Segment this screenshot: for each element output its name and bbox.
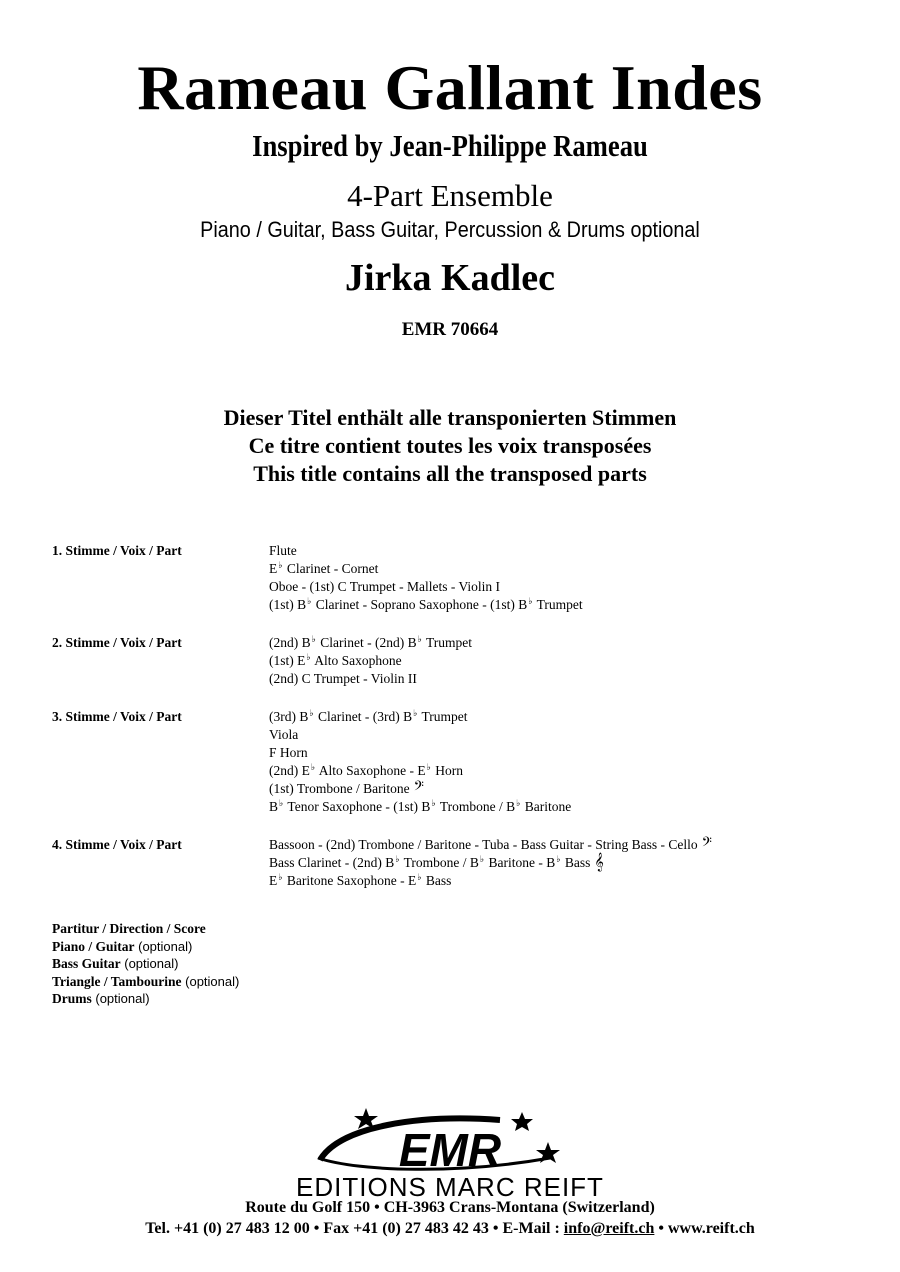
extra-part xyxy=(52,990,239,1008)
ensemble-type: 4-Part Ensemble xyxy=(347,178,553,213)
extra-part xyxy=(52,938,239,956)
instrument-line xyxy=(269,542,872,560)
extra-part xyxy=(52,920,239,938)
instrument-line xyxy=(269,634,872,652)
instrument-text: Trombone / B xyxy=(400,855,479,870)
flat-sign-icon: ♭ xyxy=(556,853,561,864)
flat-sign-icon: ♭ xyxy=(278,871,283,882)
instrument-line xyxy=(269,652,872,670)
publisher-brand: EDITIONS MARC REIFT xyxy=(296,1172,604,1202)
part-label: 2. Stimme / Voix / Part xyxy=(52,635,182,650)
instrument-text: (2nd) C Trumpet - Violin II xyxy=(269,671,417,686)
extra-part-name: Bass Guitar xyxy=(52,956,121,971)
instrument-text: (3rd) B xyxy=(269,709,309,724)
instrument-line xyxy=(269,854,872,872)
flat-sign-icon: ♭ xyxy=(278,559,283,570)
instrument-text: Baritone Saxophone - E xyxy=(283,873,417,888)
flat-sign-icon: ♭ xyxy=(528,595,533,606)
instrument-text: Clarinet - (2nd) B xyxy=(316,635,417,650)
instrument-line xyxy=(269,836,872,854)
instrument-text: (1st) B xyxy=(269,597,307,612)
instrument-line xyxy=(269,744,872,762)
extra-part xyxy=(52,973,239,991)
flat-sign-icon: ♭ xyxy=(417,633,422,644)
note-german: Dieser Titel enthält alle transponierten Stimmen xyxy=(223,405,677,430)
flat-sign-icon: ♭ xyxy=(516,797,521,808)
instrument-text: B xyxy=(269,799,279,814)
part-label: 4. Stimme / Voix / Part xyxy=(52,837,182,852)
instrument-text: Bass Clarinet - (2nd) B xyxy=(269,855,395,870)
instrument-line xyxy=(269,670,872,688)
part-row xyxy=(52,836,872,890)
flat-sign-icon: ♭ xyxy=(307,595,312,606)
optional-marker: (optional) xyxy=(120,956,179,971)
extra-parts-list xyxy=(52,920,239,1008)
extra-part xyxy=(52,955,239,973)
clef-icon: 𝄢 xyxy=(413,780,424,797)
instrument-text: E xyxy=(269,561,278,576)
instrument-line xyxy=(269,780,872,798)
flat-sign-icon: ♭ xyxy=(426,761,431,772)
parts-list xyxy=(52,542,872,910)
composer-name: Jirka Kadlec xyxy=(344,257,556,299)
instrument-text: Baritone - B xyxy=(485,855,556,870)
instrument-text: Clarinet - (3rd) B xyxy=(314,709,413,724)
part-label: 1. Stimme / Voix / Part xyxy=(52,543,182,558)
instrument-text: Bass xyxy=(561,855,591,870)
instrument-text: Trumpet xyxy=(422,635,473,650)
optional-marker: (optional) xyxy=(134,938,193,954)
subtitle: Inspired by Jean-Philippe Rameau xyxy=(252,128,648,163)
clef-icon: 𝄞 xyxy=(594,854,604,871)
contact-phone-fax: Tel. +41 (0) 27 483 12 00 • Fax +41 (0) 27 483 42 43 • E-Mail : xyxy=(145,1220,564,1237)
instrument-text: Bass xyxy=(422,873,452,888)
part-row xyxy=(52,542,872,614)
instrument-line xyxy=(269,798,872,816)
flat-sign-icon: ♭ xyxy=(309,707,314,718)
flat-sign-icon: ♭ xyxy=(311,633,316,644)
instrument-text: Trombone / B xyxy=(436,799,516,814)
instrument-text: Alto Saxophone xyxy=(311,653,402,668)
part-instruments xyxy=(269,542,872,614)
instrument-text: (1st) E xyxy=(269,653,306,668)
clef-icon: 𝄢 xyxy=(701,836,712,853)
instrument-text: Bassoon - (2nd) Trombone / Baritone - Tuba - Bass Guitar - String Bass - Cello xyxy=(269,837,698,852)
optional-marker: (optional) xyxy=(181,973,240,989)
optional-marker: (optional) xyxy=(91,991,150,1006)
flat-sign-icon: ♭ xyxy=(431,797,436,808)
instrument-line xyxy=(269,596,872,614)
contact-website: • www.reift.ch xyxy=(654,1220,755,1237)
flat-sign-icon: ♭ xyxy=(417,871,422,882)
instrument-text: Viola xyxy=(269,727,299,742)
extra-part-name: Drums xyxy=(52,991,92,1006)
extra-part-name: Piano / Guitar xyxy=(52,938,135,954)
instrument-text: Baritone xyxy=(521,799,572,814)
flat-sign-icon: ♭ xyxy=(413,707,418,718)
logo-star-icon xyxy=(511,1112,533,1131)
page-title: Rameau Gallant Indes xyxy=(137,52,763,123)
part-row xyxy=(52,634,872,688)
instrument-text: Horn xyxy=(431,763,463,778)
extra-part-name: Partitur / Direction / Score xyxy=(52,921,206,936)
instrument-line xyxy=(269,578,872,596)
part-instruments xyxy=(269,634,872,688)
part-row xyxy=(52,708,872,816)
instrument-line xyxy=(269,726,872,744)
instrument-line xyxy=(269,560,872,578)
instrument-text: Clarinet - Cornet xyxy=(283,561,379,576)
instrument-text: Oboe - (1st) C Trumpet - Mallets - Violin I xyxy=(269,579,501,594)
instrument-text: Tenor Saxophone - (1st) B xyxy=(284,799,431,814)
flat-sign-icon: ♭ xyxy=(310,761,316,772)
catalog-number: EMR 70664 xyxy=(401,319,499,340)
flat-sign-icon: ♭ xyxy=(279,797,284,808)
instrument-text: Trumpet xyxy=(418,709,468,724)
instrument-text: Alto Saxophone - E xyxy=(316,763,426,778)
instrument-text: (2nd) E xyxy=(269,763,310,778)
logo-text: EMR xyxy=(398,1124,502,1176)
part-label: 3. Stimme / Voix / Part xyxy=(52,709,182,724)
emr-logo xyxy=(300,1108,600,1178)
instrument-text: Clarinet - Soprano Saxophone - (1st) B xyxy=(312,597,528,612)
flat-sign-icon: ♭ xyxy=(479,853,485,864)
flat-sign-icon: ♭ xyxy=(306,651,311,662)
instrument-line xyxy=(269,708,872,726)
instrument-text: (1st) Trombone / Baritone xyxy=(269,781,410,796)
instrument-text: F Horn xyxy=(269,745,308,760)
instrumentation-note: Piano / Guitar, Bass Guitar, Percussion & Drums optional xyxy=(200,217,700,242)
instrument-text: E xyxy=(269,873,278,888)
instrument-text: (2nd) B xyxy=(269,635,311,650)
flat-sign-icon: ♭ xyxy=(395,853,400,864)
publisher-contact xyxy=(0,1218,900,1240)
part-instruments xyxy=(269,708,872,816)
instrument-line xyxy=(269,762,872,780)
email-link[interactable]: info@reift.ch xyxy=(563,1220,655,1237)
note-french: Ce titre contient toutes les voix transposées xyxy=(248,433,652,458)
publisher-address: Route du Golf 150 • CH-3963 Crans-Montana (Switzerland) xyxy=(245,1199,655,1216)
instrument-text: Trumpet xyxy=(533,597,583,612)
instrument-text: Flute xyxy=(269,543,297,558)
part-instruments xyxy=(269,836,872,890)
note-english: This title contains all the transposed parts xyxy=(253,461,647,486)
instrument-line xyxy=(269,872,872,890)
extra-part-name: Triangle / Tambourine xyxy=(52,973,182,989)
